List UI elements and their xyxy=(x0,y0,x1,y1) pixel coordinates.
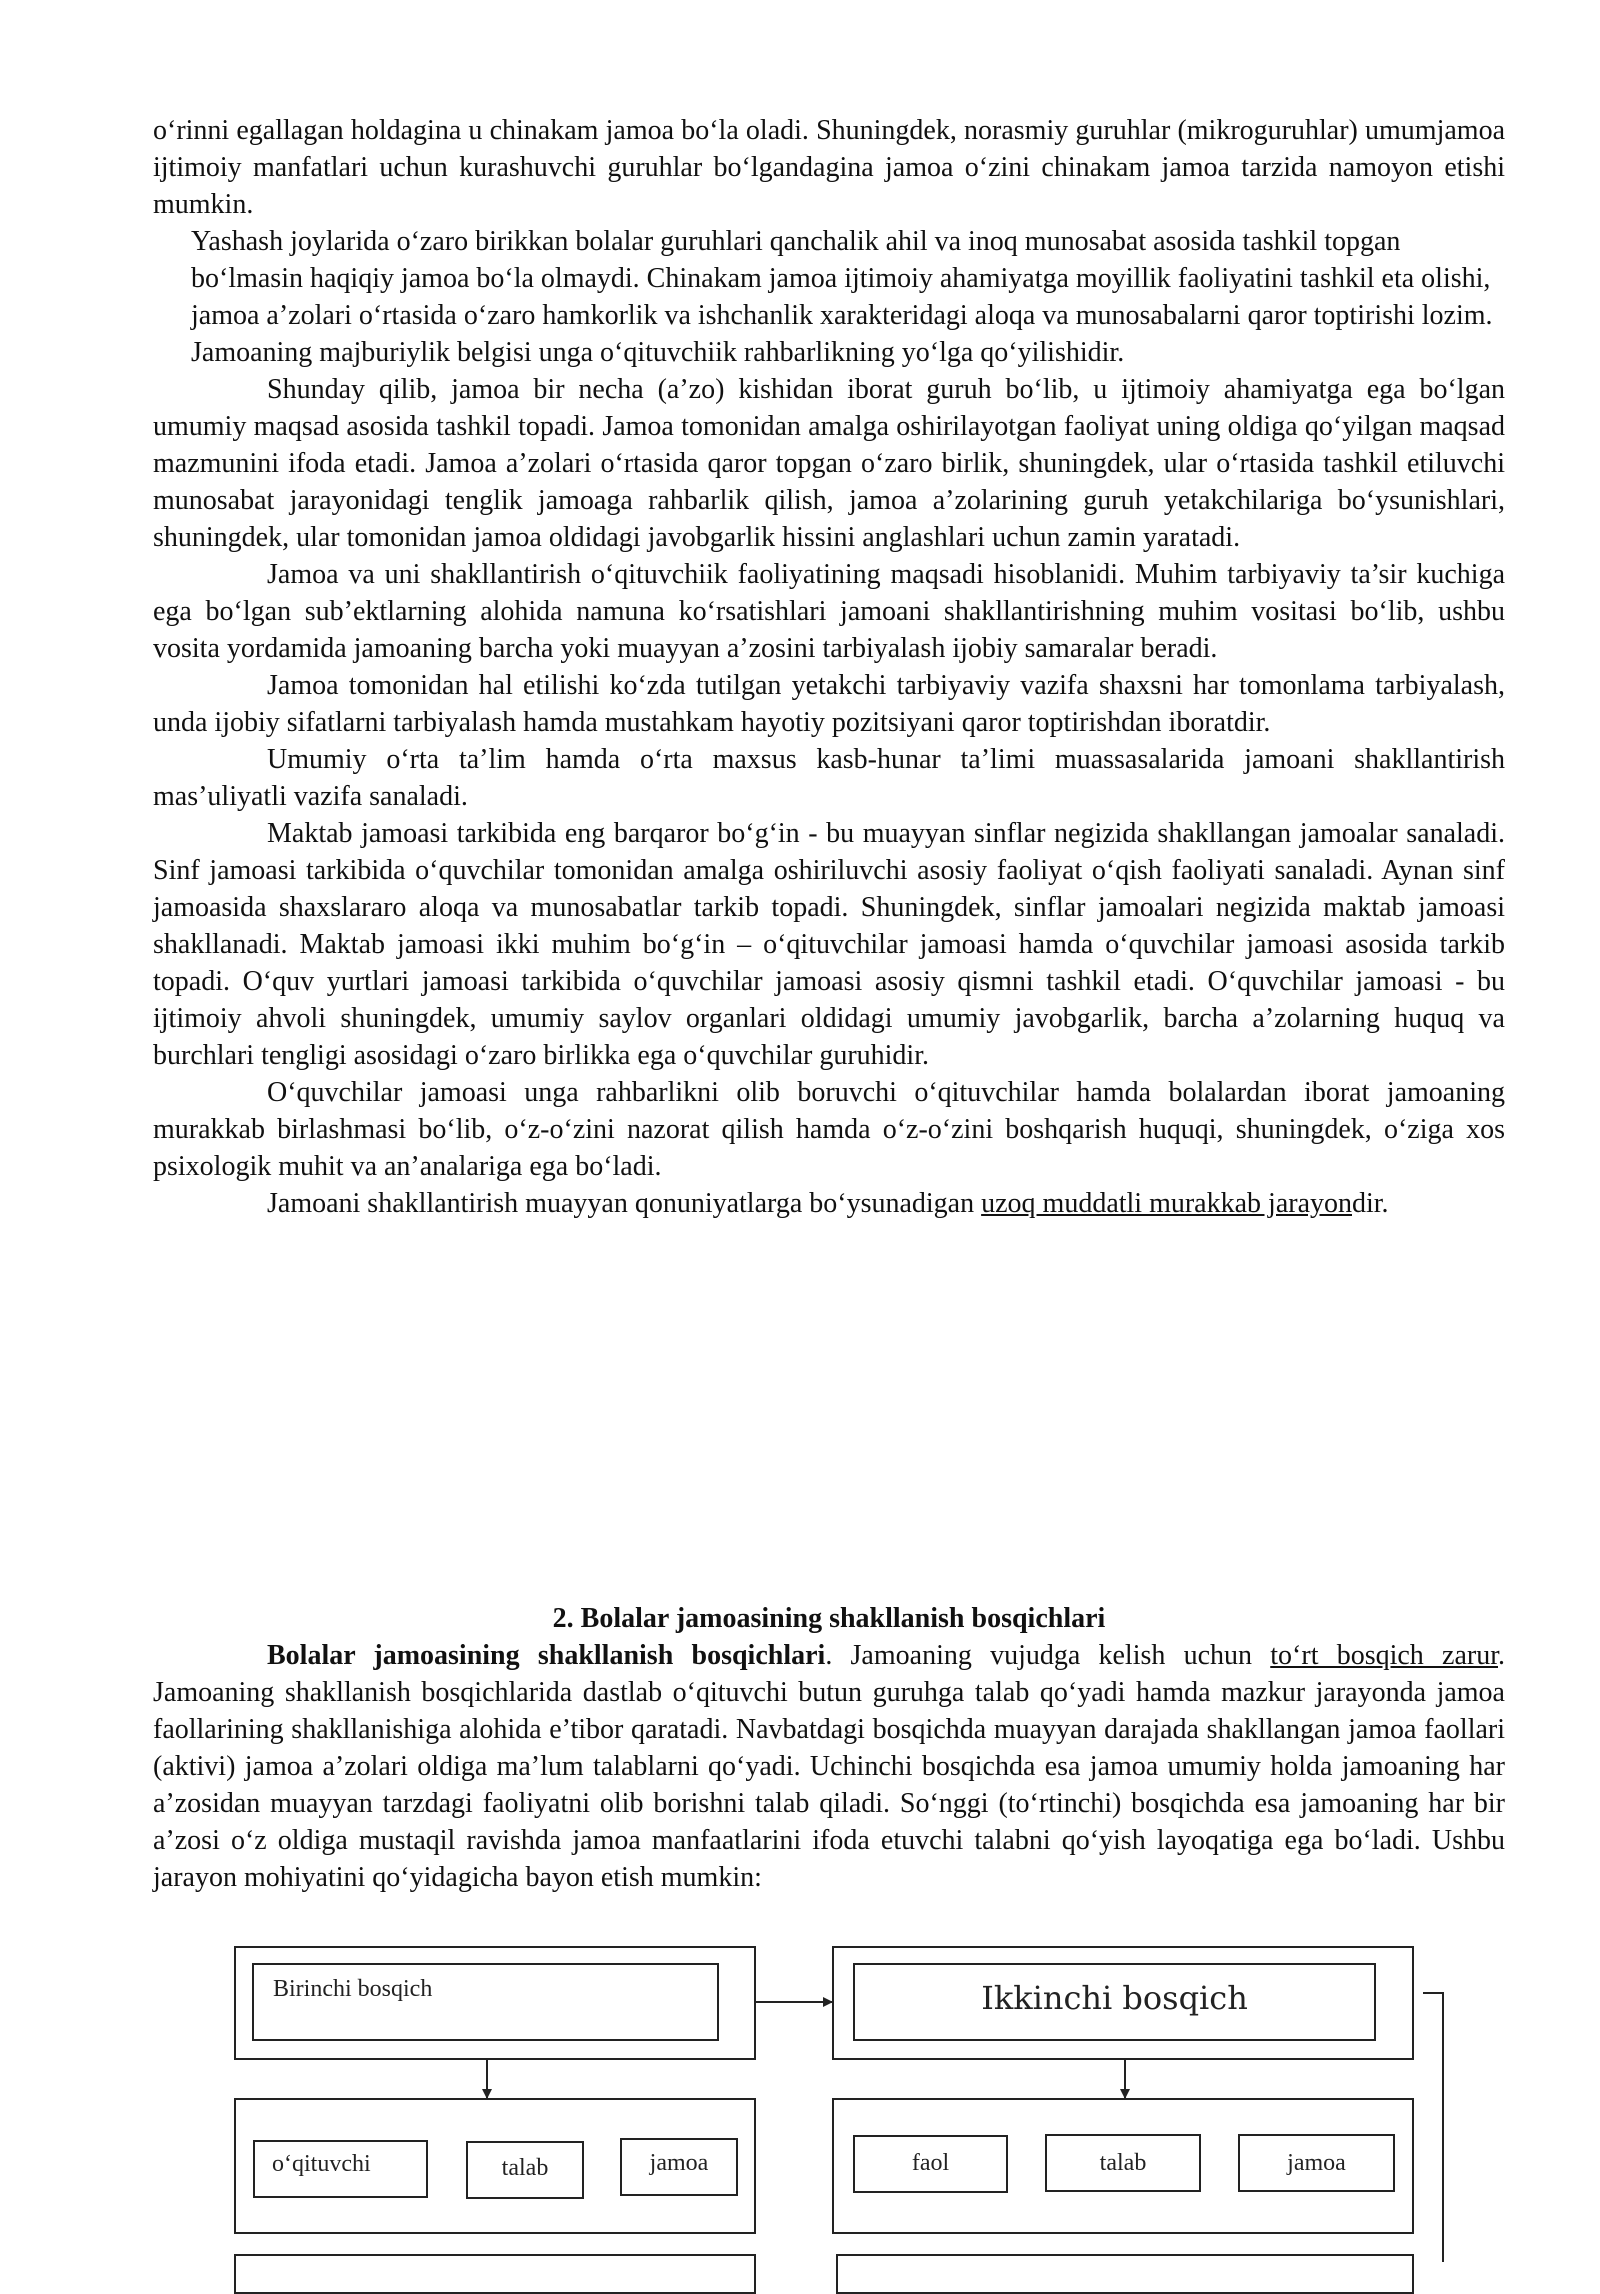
stage3-outer-box xyxy=(234,2254,756,2294)
paragraph: Maktab jamoasi tarkibida eng barqaror bo‘g‘in - bu muayyan sinflar negizida shakllangan jamoalar sanaladi. Sinf jamoasi tarkibida o‘quvchilar tomonidan amalga oshiriluvchi asosiy faoliyat o‘qish faoliyati sanaladi. Aynan sinf jamoasida shaxslararo aloqa va munosabatlar tarkib topadi. Shuningdek, sinflar jamoalari negizida maktab jamoasi shakllanadi. Maktab jamoasi ikki muhim bo‘g‘in – o‘qituvchilar jamoasi hamda o‘quvchilar jamoasi asosida tarkib topadi. O‘quv yurtlari jamoasi tarkibida o‘quvchilar jamoasi asosiy qismni tashkil etadi. O‘quvchilar jamoasi - bu ijtimoiy ahvoli shuningdek, umumiy saylov organlari oldidagi umumiy javobgarlik, barcha a’zolarning huquq va burchlari tengligi asosidagi o‘zaro birlikka ega o‘quvchilar guruhidir. xyxy=(153,818,1505,1071)
stage1-label: Birinchi bosqich xyxy=(273,1976,433,2002)
stage2-label: Ikkinchi bosqich xyxy=(981,1979,1248,2017)
paragraph: Jamoa va uni shakllantirish o‘qituvchiik faoliyatining maqsadi hisoblanidi. Muhim tarbiyaviy ta’sir kuchiga ega bo‘lgan sub’ektlarning alohida namuna ko‘rsatishlari jamoani shakllantirishning muhim vositasi bo‘lib, ushbu vosita yordamida jamoaning barcha yoki muayyan a’zosini tarbiyalash ijobiy samaralar beradi. xyxy=(153,559,1505,664)
paragraph xyxy=(153,1637,1505,1896)
underlined-text: uzoq muddatli murakkab jarayon xyxy=(981,1188,1352,1219)
paragraph: Yashash joylarida o‘zaro birikkan bolalar guruhlari qanchalik ahil va inoq munosabat asosida tashkil topgan bo‘lmasin haqiqiy jamoa bo‘la olmaydi. Chinakam jamoa ijtimoiy ahamiyatga moyillik faoliyatini tashkil eta olishi, jamoa a’zolari o‘rtasida o‘zaro hamkorlik va ishchanlik xarakteridagi aloqa va munosabalarni qaror toptirishi lozim. Jamoaning majburiylik belgisi unga o‘qituvchiik rahbarlikning yo‘lga qo‘yilishidir. xyxy=(191,226,1493,368)
paragraph-text: dir. xyxy=(1352,1188,1389,1219)
paragraph-text: . Jamoaning shakllanish bosqichlarida dastlab o‘qituvchi butun guruhga talab qo‘yadi hamda mazkur jarayonda jamoa faollarining shakllanishiga alohida e’tibor qaratadi. Navbatdagi bosqichda muayyan darajada shakllangan jamoa faollari (aktivi) jamoa a’zolari oldiga ma’lum talablarni qo‘yadi. Uchinchi bosqichda esa jamoa umumiy holda jamoaning har a’zosidan muayyan tarzdagi faoliyatni olib borishni talab qiladi. So‘nggi (to‘rtinchi) bosqichda esa jamoaning har bir a’zosi o‘z oldiga mustaqil ravishda jamoa manfaatlarini ifoda etuvchi talabni qo‘yish layoqatiga ega bo‘ladi. Ushbu jarayon mohiyatini qo‘yidagicha bayon etish mumkin: xyxy=(153,1640,1505,1893)
body-text xyxy=(153,112,1505,1222)
section-text xyxy=(153,1637,1505,1896)
paragraph: Shunday qilib, jamoa bir necha (a’zo) kishidan iborat guruh bo‘lib, u ijtimoiy ahamiyatga ega bo‘lgan umumiy maqsad asosida tashkil topadi. Jamoa tomonidan amalga oshirilayotgan faoliyat uning oldiga qo‘yilgan maqsad mazmunini ifoda etadi. Jamoa a’zolari o‘rtasida qaror topgan o‘zaro birlik, shuningdek, ular o‘rtasida tashkil etiluvchi munosabat jarayonidagi tenglik jamoaga rahbarlik qilish, jamoa a’zolarining guruh yetakchilariga bo‘ysunishlari, shuningdek, ular tomonidan jamoa oldidagi javobgarlik hissini anglashlari uchun zamin yaratadi. xyxy=(153,374,1505,553)
section-heading: 2. Bolalar jamoasining shakllanish bosqichlari xyxy=(552,1603,1106,1634)
flow2-team-label: jamoa xyxy=(1287,2150,1346,2176)
flow1-teacher-label: o‘qituvchi xyxy=(272,2151,371,2177)
flow2-demand-label: talab xyxy=(1099,2150,1147,2176)
paragraph-text: Jamoani shakllantirish muayyan qonuniyatlarga bo‘ysunadigan xyxy=(267,1188,982,1219)
stage4-outer-box xyxy=(836,2254,1414,2294)
paragraph-text: . Jamoaning vujudga kelish uchun xyxy=(825,1640,1271,1671)
side-connector xyxy=(1423,1993,1443,2262)
underlined-text: to‘rt bosqich zarur xyxy=(1270,1640,1498,1671)
paragraph: O‘quvchilar jamoasi unga rahbarlikni olib boruvchi o‘qituvchilar hamda bolalardan iborat jamoaning murakkab birlashmasi bo‘lib, o‘z-o‘zini nazorat qilish hamda o‘z-o‘zini boshqarish huquqi, shuningdek, o‘ziga xos psixologik muhit va an’analariga ega bo‘ladi. xyxy=(153,1077,1505,1182)
paragraph xyxy=(153,1185,1505,1222)
flow1-demand-label: talab xyxy=(501,2155,549,2181)
flow2-active-label: faol xyxy=(911,2150,950,2176)
flow1-team-label: jamoa xyxy=(649,2150,709,2176)
bold-lead: Bolalar jamoasining shakllanish bosqichlari xyxy=(267,1640,826,1671)
paragraph: Umumiy o‘rta ta’lim hamda o‘rta maxsus kasb-hunar ta’limi muassasalarida jamoani shakllantirish mas’uliyatli vazifa sanaladi. xyxy=(153,744,1505,812)
paragraph: Jamoa tomonidan hal etilishi ko‘zda tutilgan yetakchi tarbiyaviy vazifa shaxsni har tomonlama tarbiyalash, unda ijobiy sifatlarni tarbiyalash hamda mustahkam hayotiy pozitsiyani qaror toptirishdan iboratdir. xyxy=(153,670,1505,738)
paragraph: o‘rinni egallagan holdagina u chinakam jamoa bo‘la oladi. Shuningdek, norasmiy guruhlar (mikroguruhlar) umumjamoa ijtimoiy manfatlari uchun kurashuvchi guruhlar bo‘lgandagina jamoa o‘zini chinakam jamoa tarzida namoyon etishi mumkin. xyxy=(153,115,1505,220)
